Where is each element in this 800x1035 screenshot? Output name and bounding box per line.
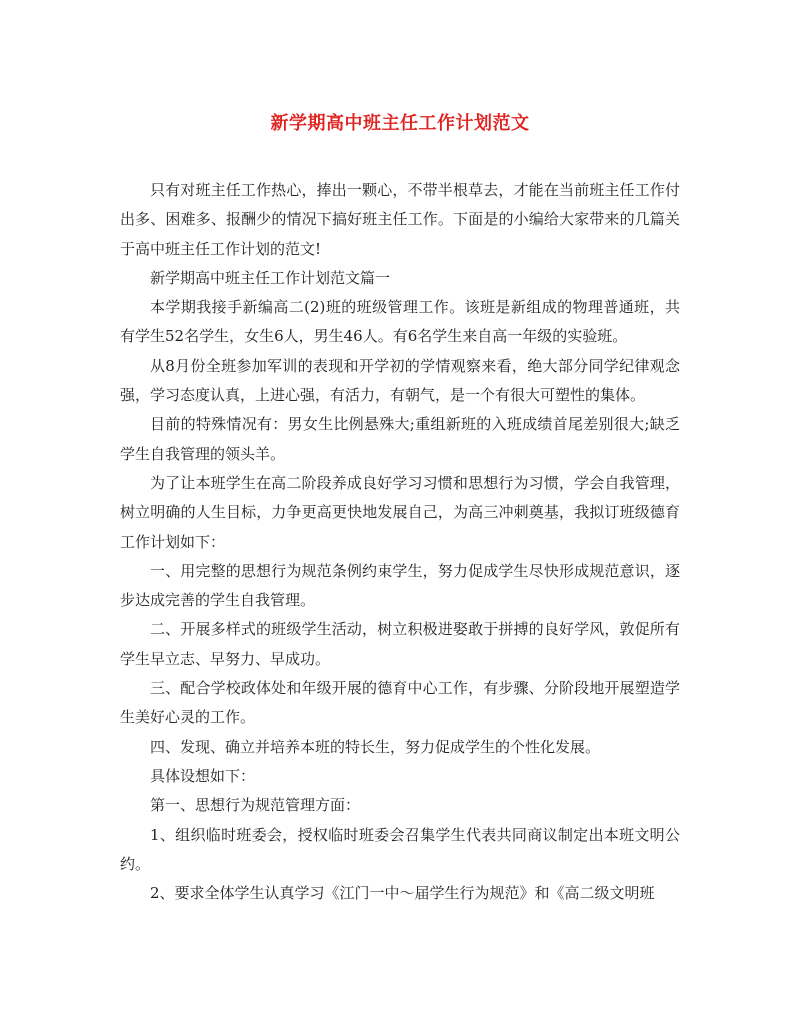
paragraph: 本学期我接手新编高二(2)班的班级管理工作。该班是新组成的物理普通班，共有学生52名学生，女生6人，男生46人。有6名学生来自高一年级的实验班。 <box>120 298 680 346</box>
paragraph: 只有对班主任工作热心，捧出一颗心，不带半根草去，才能在当前班主任工作付出多、困难多、报酬少的情况下搞好班主任工作。下面是的小编给大家带来的几篇关于高中班主任工作计划的范文! <box>120 181 680 258</box>
paragraph: 2、要求全体学生认真学习《江门一中～届学生行为规范》和《高二级文明班 <box>150 884 655 903</box>
paragraph: 二、开展多样式的班级学生活动，树立积极进娶敢于拼搏的良好学风，敦促所有学生早立志、早努力、早成功。 <box>120 620 680 668</box>
section-heading: 新学期高中班主任工作计划范文篇一 <box>150 268 391 287</box>
document-title: 新学期高中班主任工作计划范文 <box>270 113 530 134</box>
paragraph: 具体设想如下： <box>150 766 256 785</box>
paragraph: 为了让本班学生在高二阶段养成良好学习习惯和思想行为习惯，学会自我管理，树立明确的人生目标，力争更高更快地发展自己，为高三冲刺奠基，我拟订班级德育工作计划如下： <box>120 473 680 551</box>
paragraph: 四、发现、确立并培养本班的特长生，努力促成学生的个性化发展。 <box>150 737 601 756</box>
paragraph: 三、配合学校政体处和年级开展的德育中心工作，有步骤、分阶段地开展塑造学生美好心灵的工作。 <box>120 679 680 727</box>
paragraph: 从8月份全班参加军训的表现和开学初的学情观察来看，绝大部分同学纪律观念强，学习态度认真，上进心强，有活力，有朝气，是一个有很大可塑性的集体。 <box>120 356 680 405</box>
paragraph: 第一、思想行为规范管理方面： <box>150 796 361 815</box>
paragraph: 1、组织临时班委会，授权临时班委会召集学生代表共同商议制定出本班文明公约。 <box>120 825 680 873</box>
document-body <box>120 176 680 908</box>
paragraph: 一、用完整的思想行为规范条例约束学生，努力促成学生尽快形成规范意识，逐步达成完善的学生自我管理。 <box>120 561 680 610</box>
paragraph: 目前的特殊情况有：男女生比例悬殊大;重组新班的入班成绩首尾差别很大;缺乏学生自我管理的领头羊。 <box>120 415 680 463</box>
